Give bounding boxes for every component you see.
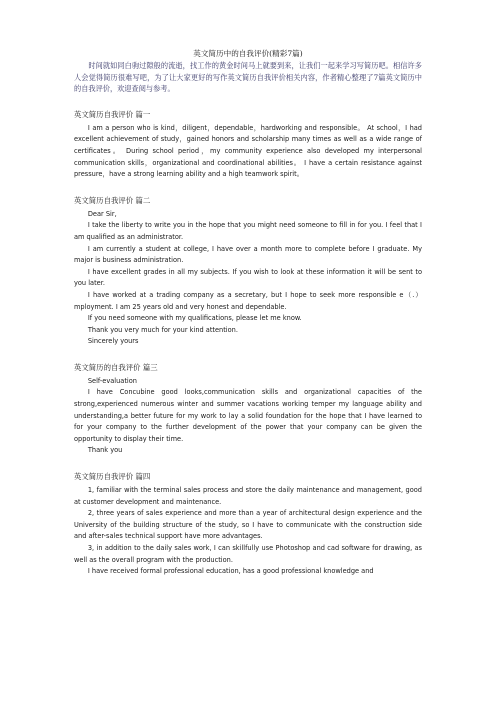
section-heading: 英文简历自我评价 篇一	[74, 109, 151, 119]
document-page	[74, 48, 422, 578]
paragraph: I am currently a student at college, I have over a month more to complete before I graduate. My major is business administration.	[74, 244, 422, 265]
list-item: 3, in addition to the daily sales work, I can skillfully use Photoshop and cad software for drawing, as well as the overall program with the production.	[74, 544, 422, 564]
section-4	[74, 471, 422, 578]
paragraph: I take the liberty to write you in the hope that you might need someone to fill in for you. I feel that I am qualified as an administrator.	[74, 221, 422, 241]
salutation: Dear Sir,	[87, 209, 117, 218]
list-item: 1, familiar with the terminal sales process and store the daily maintenance and management, good at customer development and maintenance.	[74, 486, 422, 506]
section-3	[74, 362, 422, 457]
subheading: Self-evaluation	[87, 376, 137, 385]
section-heading: 英文简历自我评价 篇二	[74, 195, 151, 205]
section-2	[74, 195, 422, 348]
closing: Thank you	[87, 446, 123, 455]
paragraph: Thank you very much for your kind attention.	[87, 325, 238, 334]
paragraph: If you need someone with my qualifications, please let me know.	[87, 314, 302, 323]
section-heading: 英文简历的自我评价 篇三	[74, 362, 158, 372]
section-heading: 英文简历自我评价 篇四	[74, 472, 151, 482]
paragraph: I am a person who is kind，diligent，dependable，hardworking and responsible。 At school，I had excellent achievement of study，gained honors and scholarship many times as well as a wide range of certificates。 During school period，my community experience also developed my interpersonal communication skills，organizational and coordinational abilities。 I have a certain resistance against pressure，have a strong learning ability and a high teamwork spirit。	[74, 123, 422, 179]
section-1	[74, 109, 422, 181]
paragraph: I have received formal professional education, has a good professional knowledge and	[87, 567, 374, 576]
paragraph: I have Concubine good looks,communication skills and organizational capacities of the strong,experienced numerous winter and summer vacations working temper my language ability and understanding,a better future for my work to lay a solid foundation for the hope that I have learned to for your company to the further development of the power that your company can be given the opportunity to display their time.	[74, 388, 422, 443]
paragraph: I have excellent grades in all my subjects. If you wish to look at these information it will be sent to you later.	[74, 267, 422, 288]
paragraph: I have worked at a trading company as a secretary, but I hope to seek more responsible e（.）mployment. I am 25 years old and very honest and dependable.	[74, 290, 422, 311]
list-item: 2, three years of sales experience and more than a year of architectural design experience and the University of the building structure of the study, so I have to communicate with the construction side and after-sales technical support have more advantages.	[74, 509, 422, 541]
closing: Sincerely yours	[87, 337, 139, 346]
intro-paragraph: 时间就如同白驹过隙般的流逝，找工作的黄金时间马上就要到来，让我们一起来学习写简历吧。相信许多人会觉得简历很难写吧，为了让大家更好的写作英文简历自我评价相关内容，作者精心整理了7篇英文简历中的自我评价，欢迎查阅与参考。	[74, 61, 422, 94]
document-title: 英文简历中的自我评价(精彩7篇)	[193, 49, 303, 58]
